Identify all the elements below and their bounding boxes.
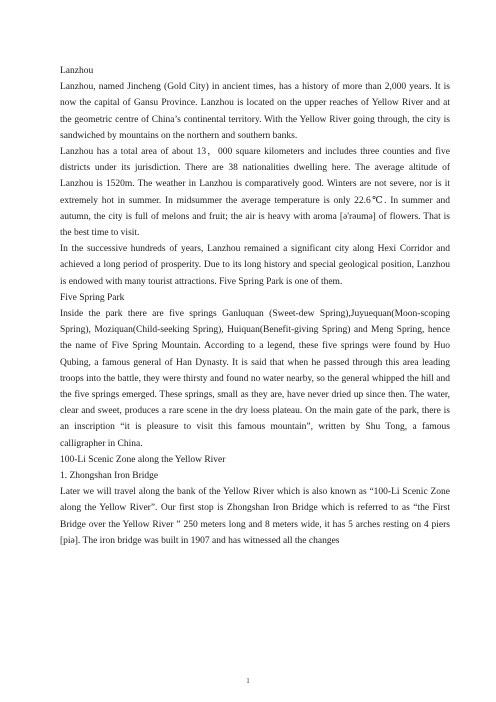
iron-bridge-paragraph: Later we will travel along the bank of the Yellow River which is also known as “100-Li Scenic Zone along the Yellow River”. Our first stop is Zhongshan Iron Bridge which is referred to as “the First Bridge over the Yellow River ” 250 meters long and 8 meters wide, it has 5 arches resting on 4 piers [piə]. The iron bridge was built in 1907 and has witnessed all the changes: [60, 487, 450, 546]
page-number: 1: [246, 677, 250, 685]
intro-paragraph: Lanzhou, named Jincheng (Gold City) in ancient times, has a history of more than 2,000 years. It is now the capital of Gansu Province. Lanzhou is located on the upper reaches of Yellow River and at the geometric centre of China’s continental territory. With the Yellow River going through, the city is sandwiched by mountains on the northern and southern banks.: [60, 82, 450, 141]
area-paragraph: Lanzhou has a total area of about 13，000 square kilometers and includes three counties and five districts under its jurisdiction. There are 38 nationalities dwelling here. The average altitude of Lanzhou is 1520m. The weather in Lanzhou is comparatively good. Winters are not severe, nor is it extremely hot in summer. In midsummer the average temperature is only 22.6℃. In summer and autumn, the city is full of melons and fruit; the air is heavy with aroma [ə'rəumə] of flowers. That is the best time to visit.: [60, 147, 450, 239]
section-heading-scenic-zone: 100-Li Scenic Zone along the Yellow River: [60, 454, 226, 465]
five-spring-paragraph: Inside the park there are five springs Ganluquan (Sweet-dew Spring),Juyuequan(Moon-scoping Spring), Moziquan(Child-seeking Spring), Huiquan(Benefit-giving Spring) and Meng Spring, hence the name of Five Spring Mountain. According to a legend, these five springs were found by Huo Qubing, a famous general of Han Dynasty. It is said that when he passed through this area leading troops into the battle, they were thirsty and found no water nearby, so the general whipped the hill and the five springs emerged. These springs, small as they are, have never dried up since then. The water, clear and sweet, produces a rare scene in the dry loess plateau. On the main gate of the park, there is an inscription “it is pleasure to visit this famous mountain”, written by Shu Tong, a famous calligrapher in China.: [60, 309, 450, 449]
document-title: Lanzhou: [60, 66, 94, 76]
history-paragraph: In the successive hundreds of years, Lanzhou remained a significant city along Hexi Corridor and achieved a long period of prosperity. Due to its long history and special geological position, Lanzhou is endowed with many tourist attractions. Five Spring Park is one of them.: [60, 244, 450, 287]
section-heading-five-spring-park: Five Spring Park: [60, 292, 125, 303]
subsection-heading-iron-bridge: 1. Zhongshan Iron Bridge: [60, 471, 159, 482]
document-body: [60, 63, 450, 549]
